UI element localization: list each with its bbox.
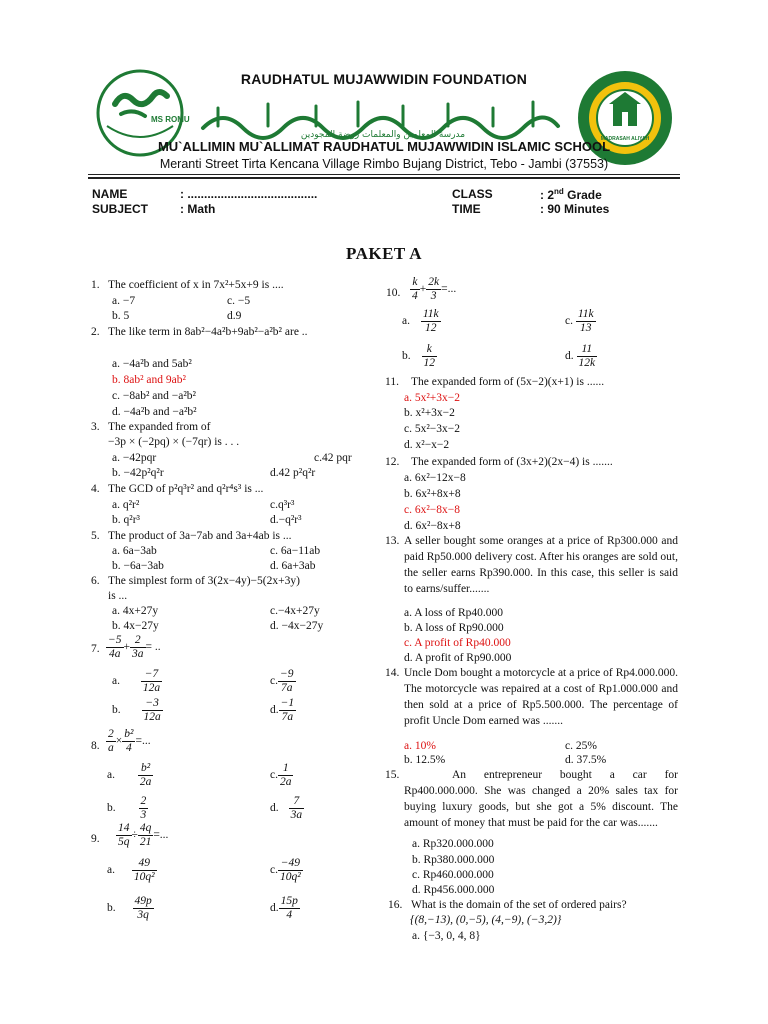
q13-option-d: d. A profit of Rp90.000: [404, 652, 512, 664]
q9-expression: $\frac{14}{5q}$ ÷ $\frac{4q}{21}$ =...: [118, 822, 169, 848]
q1-text: The coefficient of x in 7x²+5x+9 is ....: [108, 279, 284, 291]
q3-option-a: a. −42pqr: [112, 452, 157, 464]
q10-number: 10.: [386, 287, 401, 299]
q3-option-d: d.42 p²q²r: [270, 467, 316, 479]
q12-option-a: a. 6x²−12x−8: [404, 472, 466, 484]
school-address: Meranti Street Tirta Kencana Village Rimbo Bujang District, Tebo - Jambi (37553): [159, 157, 609, 171]
q11-option-b: b. x²+3x−2: [404, 407, 455, 419]
q13-option-a: a. A loss of Rp40.000: [404, 607, 504, 619]
q4-option-c: c.q³r³: [270, 499, 295, 511]
q8-option-d: d. $\frac{7}{3a}$: [270, 795, 303, 821]
q12-option-d: d. 6x²−8x+8: [404, 520, 461, 532]
q5-number: 5.: [91, 530, 100, 542]
q13-number: 13.: [385, 535, 400, 547]
q15-option-a: a. Rp320.000.000: [412, 838, 494, 850]
time-value: : 90 Minutes: [540, 202, 610, 216]
q6-number: 6.: [91, 575, 100, 587]
time-label: TIME: [452, 202, 481, 216]
q2-option-b: b. 8ab² and 9ab²: [112, 374, 186, 386]
q5-option-b: b. −6a−3ab: [112, 560, 164, 572]
subject-value: : Math: [180, 202, 216, 216]
q6-option-a: a. 4x+27y: [112, 605, 159, 617]
q9-option-d: d. $\frac{15p}{4}$: [270, 895, 298, 921]
class-label: CLASS: [452, 187, 493, 201]
q7-option-c: c. $\frac{-9}{7a}$: [270, 668, 294, 694]
q11-option-d: d. x²−x−2: [404, 439, 450, 451]
q1-option-b: b. 5: [112, 310, 130, 322]
q6-option-d: d. −4x−27y: [270, 620, 324, 632]
q11-option-a: a. 5x²+3x−2: [404, 392, 461, 404]
q14-number: 14.: [385, 667, 400, 679]
q8-number: 8.: [91, 740, 100, 752]
q13-option-c: c. A profit of Rp40.000: [404, 637, 511, 649]
q4-option-b: b. q²r³: [112, 514, 140, 526]
q13-text: A seller bought some oranges at a price of Rp300.000 and paid Rp50.000 delivery cost. After his oranges are sold out, the seller earns Rp390.000. In this case, this seller is said to earns/suffer.......: [404, 535, 678, 595]
q14-option-c: c. 25%: [565, 740, 597, 752]
q5-option-c: c. 6a−11ab: [270, 545, 321, 557]
q9-option-a: a. $\frac{49}{\text{10q²}}$: [107, 857, 155, 883]
q2-text: The like term in 8ab²−4a²b+9ab²−a²b² are ..: [108, 326, 308, 338]
q4-number: 4.: [91, 483, 100, 495]
q14-option-d: d. 37.5%: [565, 754, 607, 766]
arabic-calligraphy: [198, 98, 568, 140]
q2-option-c: c. −8ab² and −a²b²: [112, 390, 196, 402]
q15-option-b: b. Rp380.000.000: [412, 854, 495, 866]
logo-left-text: MS ROMU: [151, 115, 190, 124]
q4-text: The GCD of p²q³r² and q²r⁴s³ is ...: [108, 483, 264, 495]
q12-number: 12.: [385, 456, 400, 468]
q6-option-b: b. 4x−27y: [112, 620, 159, 632]
q9-option-c: c. $\frac{-49}{\text{10q²}}$: [270, 857, 301, 883]
q8-expression: $\frac{2}{a}$ × $\frac{\text{b²}}{4}$ =...: [108, 728, 151, 754]
q15-number: 15.: [385, 769, 400, 781]
q4-option-a: a. q²r²: [112, 499, 140, 511]
q3-expression: −3p × (−2pq) × (−7qr) is . . .: [108, 436, 240, 448]
school-name: MU`ALLIMIN MU`ALLIMAT RAUDHATUL MUJAWWIDIN ISLAMIC SCHOOL: [157, 139, 611, 154]
class-value: : 2nd Grade: [540, 187, 602, 202]
q1-option-a: a. −7: [112, 295, 136, 307]
q9-option-b: b. $\frac{49p}{3q}$: [107, 895, 152, 921]
q10-option-d: d. $\frac{11}{12k}$: [565, 343, 596, 369]
q5-text: The product of 3a−7ab and 3a+4ab is ...: [108, 530, 292, 542]
q6-option-c: c.−4x+27y: [270, 605, 320, 617]
q7-expression: $\frac{-5}{4a}$ + $\frac{2}{3a}$ = ..: [108, 634, 161, 660]
name-label: NAME: [92, 187, 128, 201]
header-divider: [88, 174, 680, 175]
q3-text: The expanded from of: [108, 421, 211, 433]
name-value: : .......................................: [180, 187, 318, 201]
q11-text: The expanded form of (5x−2)(x+1) is ......: [411, 376, 605, 388]
header-divider-thick: [88, 177, 680, 179]
q2-option-d: d. −4a²b and −a²b²: [112, 406, 197, 418]
q1-number: 1.: [91, 279, 100, 291]
q1-option-d: d.9: [227, 310, 242, 322]
q1-option-c: c. −5: [227, 295, 251, 307]
q2-option-a: a. −4a²b and 5ab²: [112, 358, 192, 370]
subject-label: SUBJECT: [92, 202, 149, 216]
q8-option-b: b. $\frac{2}{3}$: [107, 795, 147, 821]
q15-option-d: d. Rp456.000.000: [412, 884, 495, 896]
q15-option-c: c. Rp460.000.000: [412, 869, 494, 881]
q16-set: {(8,−13), (0,−5), (4,−9), (−3,2)}: [410, 914, 562, 926]
q14-option-a: a. 10%: [404, 740, 436, 752]
q16-option-a: a. {−3, 0, 4, 8}: [412, 930, 481, 942]
q11-number: 11.: [385, 376, 399, 388]
arabic-text: مدرسة المعلمين والمعلمات روضة المجودين: [300, 130, 466, 140]
q14-option-b: b. 12.5%: [404, 754, 446, 766]
q16-text: What is the domain of the set of ordered pairs?: [411, 899, 627, 911]
paket-title: PAKET A: [345, 244, 423, 263]
q12-option-c: c. 6x²−8x−8: [404, 504, 461, 516]
q8-option-a: a. $\frac{\text{b²}}{2a}$: [107, 762, 152, 788]
q7-option-b: b. $\frac{-3}{12a}$: [112, 697, 161, 723]
q7-number: 7.: [91, 643, 100, 655]
q3-option-c: c.42 pqr: [314, 452, 352, 464]
logo-right-text: MADRASAH ALIYAH: [600, 136, 650, 142]
q4-option-d: d.−q²r³: [270, 514, 302, 526]
q9-number: 9.: [91, 833, 100, 845]
q13-option-b: b. A loss of Rp90.000: [404, 622, 504, 634]
q12-option-b: b. 6x²+8x+8: [404, 488, 461, 500]
q7-option-a: a. $\frac{-7}{12a}$: [112, 668, 161, 694]
q15-text: An entrepreneur bought a car for Rp400.000.000. She was changed a 20% sales tax for buying luxury goods, but she got a 5% discount. The amount of money that must be paid for the car was.......: [404, 769, 678, 829]
q14-text: Uncle Dom bought a motorcycle at a price of Rp4.000.000. The motorcycle was repaired at a cost of Rp1.000.000 and then sold at a price of Rp5.500.000. The percentage of profit Uncle Dom earned was .......: [404, 667, 678, 727]
q3-option-b: b. −42p²q²r: [112, 467, 164, 479]
q12-text: The expanded form of (3x+2)(2x−4) is .......: [411, 456, 613, 468]
q2-number: 2.: [91, 326, 100, 338]
q6-text-continued: is ...: [108, 590, 128, 602]
q8-option-c: c. $\frac{1}{2a}$: [270, 762, 292, 788]
q10-option-a: a. $\frac{11k}{12}$: [402, 308, 439, 334]
q3-number: 3.: [91, 421, 100, 433]
q6-text: The simplest form of 3(2x−4y)−5(2x+3y): [108, 575, 300, 587]
q5-option-d: d. 6a+3ab: [270, 560, 316, 572]
q11-option-c: c. 5x²−3x−2: [404, 423, 461, 435]
q10-option-c: c. $\frac{11k}{13}$: [565, 308, 594, 334]
q10-option-b: b. $\frac{k}{12}$: [402, 343, 435, 369]
q16-number: 16.: [388, 899, 403, 911]
q5-option-a: a. 6a−3ab: [112, 545, 157, 557]
foundation-title: RAUDHATUL MUJAWWIDIN FOUNDATION: [240, 71, 528, 87]
q10-expression: $\frac{k}{4}$ + $\frac{2k}{3}$ =...: [412, 276, 457, 302]
q7-option-d: d. $\frac{-1}{7a}$: [270, 697, 295, 723]
